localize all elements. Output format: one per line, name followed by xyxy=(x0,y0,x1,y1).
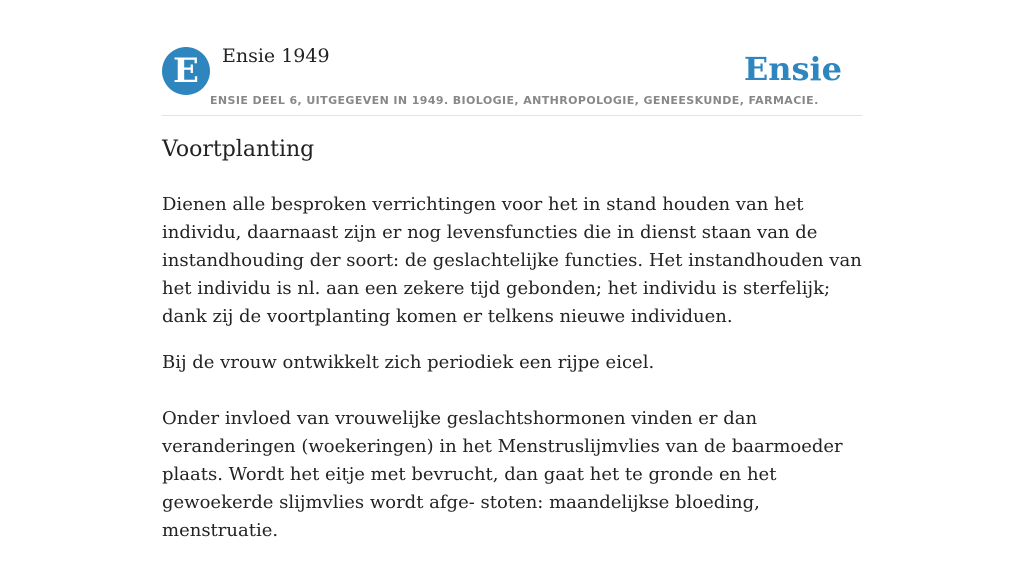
site-title[interactable]: Ensie 1949 xyxy=(222,45,330,67)
article-title: Voortplanting xyxy=(162,137,315,162)
edition-subtitle: ENSIE DEEL 6, UITGEGEVEN IN 1949. BIOLOGIE, ANTHROPOLOGIE, GENEESKUNDE, FARMACIE. xyxy=(210,94,819,107)
paragraph-3: Onder invloed van vrouwelijke geslachtshormonen vinden er dan veranderingen (woekeringen) in het Menstruslijmvlies van de baarmoeder plaats. Wordt het eitje met bevrucht, dan gaat het te gronde en het gewoekerde slijmvlies wordt afge- stoten: maandelijkse bloeding, menstruatie. xyxy=(162,407,843,541)
site-logo[interactable]: E xyxy=(162,47,210,95)
site-header xyxy=(162,40,862,116)
paragraph-1: Dienen alle besproken verrichtingen voor het in stand houden van het individu, daarnaast zijn er nog levensfuncties die in dienst staan van de instandhouding der soort: de geslachtelijke functies. Het instandhouden van het individu is nl. aan een zekere tijd gebonden; het individu is sterfelijk; dank zij de voortplanting komen er telkens nieuwe individuen. xyxy=(162,193,862,327)
paragraph-2: Bij de vrouw ontwikkelt zich periodiek een rijpe eicel. xyxy=(162,351,655,373)
article xyxy=(162,136,862,563)
brand-link[interactable]: Ensie xyxy=(743,50,842,88)
